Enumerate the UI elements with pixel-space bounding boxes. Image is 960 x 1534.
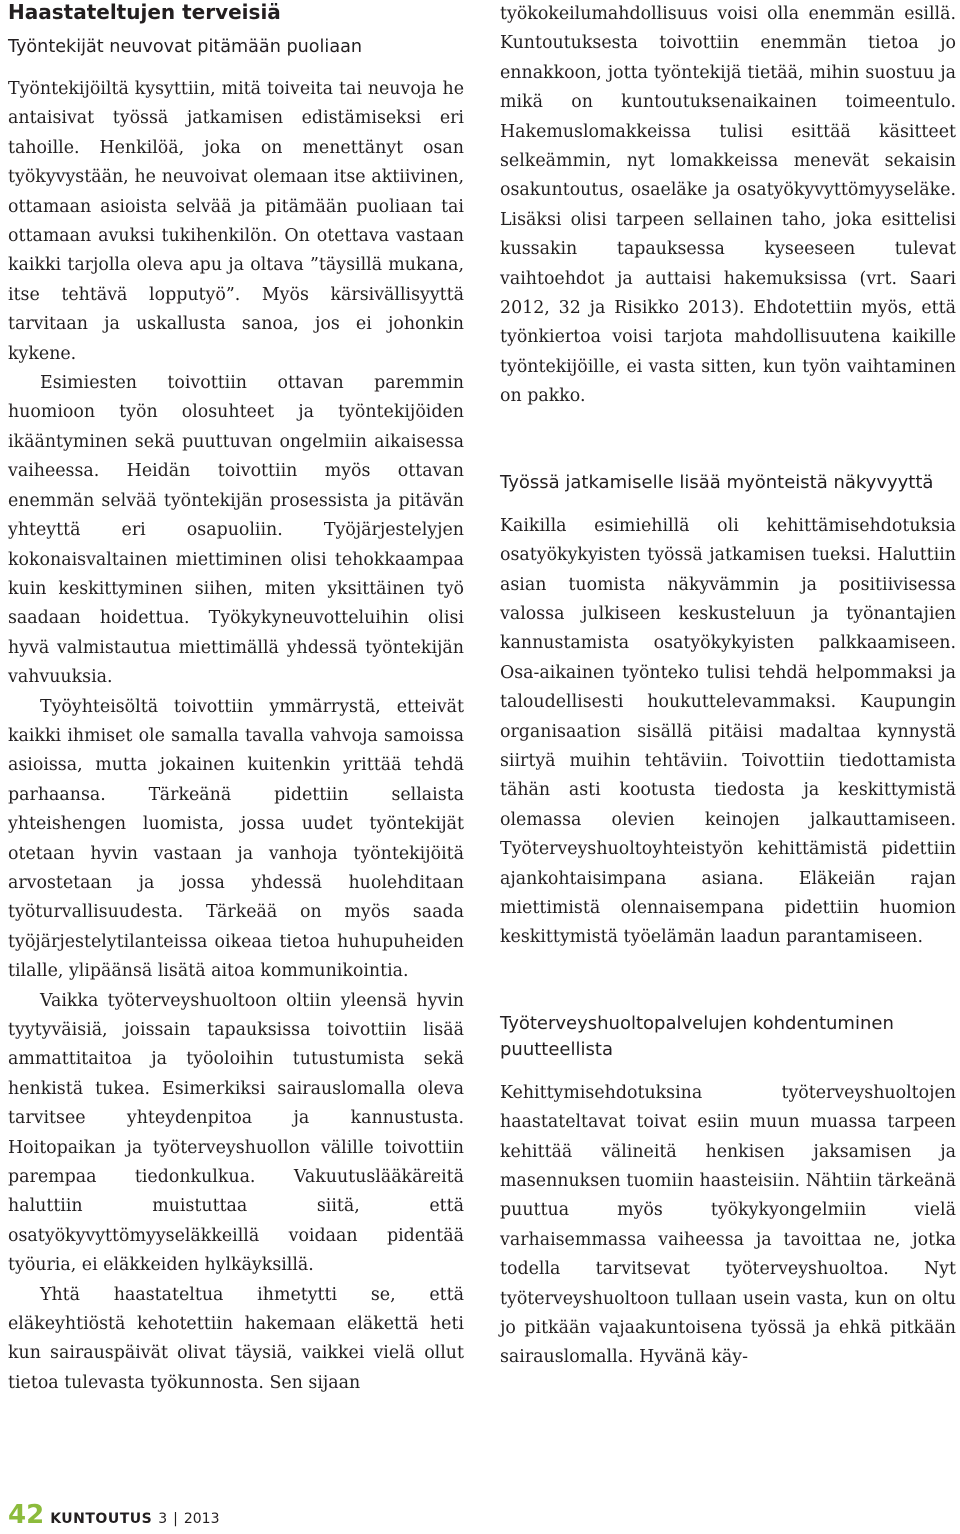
paragraph: Kehittymisehdotuksina työterveyshuoltojen haastateltavat toivat esiin muun muassa tarpeen kehittää välineitä henkisen jaksamisen ja masennuksen tuomiin haasteisiin. Nähtiin tärkeänä puuttua myös työkykyongelmiin vielä varhaisemmassa vaiheessa ja tavoittaa ne, jotka todella tarvitsevat työterveyshuoltoa. Nyt työterveyshuoltoon tullaan usein vasta, kun on oltu jo pitkään vajaakuntoisena työssä ja ehkä pitkään sairauslomalla. Hyvänä käy-	[500, 1082, 956, 1368]
paragraph: Työyhteisöltä toivottiin ymmärrystä, etteivät kaikki ihmiset ole samalla tavalla vahvoja samoissa asioissa, mutta jokainen kuitenkin yrittää tehdä parhaansa. Tärkeänä pidettiin sellaista yhteishengen luomista, jossa uudet työntekijät otetaan hyvin vastaan ja vanhoja työntekijöitä arvostetaan ja jossa yhdessä huolehditaan työturvallisuudesta. Tärkeää on myös saada työjärjestelytilanteissa oikeaa tietoa huhupuheiden tilalle, ylipäänsä lisätä aitoa kommunikointia.	[8, 696, 464, 982]
paragraph: Vaikka työterveyshuoltoon oltiin yleensä hyvin tyytyväisiä, joissain tapauksissa toivottiin lisää ammattitaitoa ja työoloihin tutustumista sekä henkistä tukea. Esimerkiksi sairauslomalla oleva tarvitsee yhteydenpitoa ja kannustusta. Hoitopaikan ja työterveyshuollon välille toivottiin parempaa tiedonkulkua. Vakuutuslääkäreitä haluttiin muistuttaa siitä, että osatyökyvyttömyyseläkkeillä voidaan pidentää työuria, ei eläkkeiden hylkäyksillä.	[8, 990, 464, 1276]
magazine-name: KUNTOUTUS	[50, 1511, 153, 1527]
section-heading-occupational-health: Työterveyshuoltopalvelujen kohdentuminen puutteellista	[500, 1012, 894, 1060]
right-column	[500, 0, 956, 1373]
article-heading: Haastateltujen terveisiä	[8, 0, 281, 24]
paragraph: työkokeilumahdollisuus voisi olla enemmän esillä. Kuntoutuksesta toivottiin enemmän tietoa jo ennakkoon, jotta työntekijä tietää, mihin suostuu ja mikä on kuntoutuksenaikainen toimeentulo. Hakemuslomakkeissa tulisi esittää käsitteet selkeämmin, nyt lomakkeissa menevät sekaisin osakuntoutus, osaeläke ja osatyökyvyttömyyseläke. Lisäksi olisi tarpeen sellainen taho, joka esittelisi kussakin tapauksessa kyseeseen tulevat vaihtoehdot ja auttaisi hakemuksissa (vrt. Saari 2012, 32 ja Risikko 2013). Ehdotettiin myös, että työnkiertoa voisi tarjota mahdollisuutena kaikille työntekijöille, ei vasta sitten, kun työn vaihtaminen on pakko.	[500, 4, 956, 407]
page-footer	[8, 1500, 219, 1530]
paragraph: Yhtä haastateltua ihmetytti se, että eläkeyhtiöstä kehotettiin hakemaan eläkettä heti kun sairauspäivät olivat täysiä, vaikkei vielä ollut tietoa tulevasta työkunnosta. Sen sijaan	[8, 1284, 464, 1393]
section-heading-employees: Työntekijät neuvovat pitämään puoliaan	[8, 37, 363, 57]
paragraph: Kaikilla esimiehillä oli kehittämisehdotuksia osatyökykyisten työssä jatkamisen tueksi. Haluttiin asian tuomista näkyvämmin ja positiivisessa valossa julkiseen keskusteluun ja työnantajien kannustamista osatyökykyisten palkkaamiseen. Osa-aikainen työnteko tulisi tehdä helpommaksi ja taloudellisesti houkuttelevammaksi. Kaupungin organisaation sisällä pitäisi madaltaa kynnystä siirtyä muihin tehtäviin. Toivottiin tiedottamista tähän asti kootusta tiedosta ja keskittymistä olemassa olevien keinojen jalkauttamiseen. Työterveyshuoltoyhteistyön kehittämistä pidettiin ajankohtaisimpana asiana. Eläkeiän rajan miettimistä olennaisempana pidettiin huomion keskittymistä työelämän laadun parantamiseen.	[500, 515, 956, 948]
issue-number: 3	[158, 1511, 168, 1527]
paragraph: Esimiesten toivottiin ottavan paremmin huomioon työn olosuhteet ja työntekijöiden ikääntyminen sekä puuttuvan ongelmiin aikaisessa vaiheessa. Heidän toivottiin myös ottavan enemmän selvää työntekijän prosessista ja pitävän yhteyttä eri osapuoliin. Työjärjestelyjen kokonaisvaltainen miettiminen olisi tehokkaampaa kuin keskittyminen siihen, miten yksittäinen työ saadaan hoidettua. Työkykyneuvotteluihin olisi hyvä valmistautua miettimällä yhdessä työntekijän vahvuuksia.	[8, 373, 464, 688]
paragraph: Työntekijöiltä kysyttiin, mitä toiveita tai neuvoja he antaisivat työssä jatkamisen edistämiseksi eri tahoille. Henkilöä, joka on menettänyt osan työkyvystään, he neuvoivat olemaan itse aktiivinen, ottamaan asioista selvää ja pitämään puoliaan tai ottamaan avuksi tukihenkilön. On otettava vastaan kaikki tarjolla oleva apu ja oltava ”täysillä mukana, itse tehtävä lopputyö”. Myös kärsivällisyyttä tarvitaan ja uskallusta sanoa, jos ei johonkin kykene.	[8, 79, 464, 364]
section-heading-visibility: Työssä jatkamiselle lisää myönteistä näkyvyyttä	[500, 471, 934, 493]
issue-year: 2013	[183, 1511, 220, 1527]
page-number: 42	[8, 1500, 45, 1530]
left-column	[8, 0, 464, 1398]
footer-separator: |	[173, 1511, 178, 1527]
